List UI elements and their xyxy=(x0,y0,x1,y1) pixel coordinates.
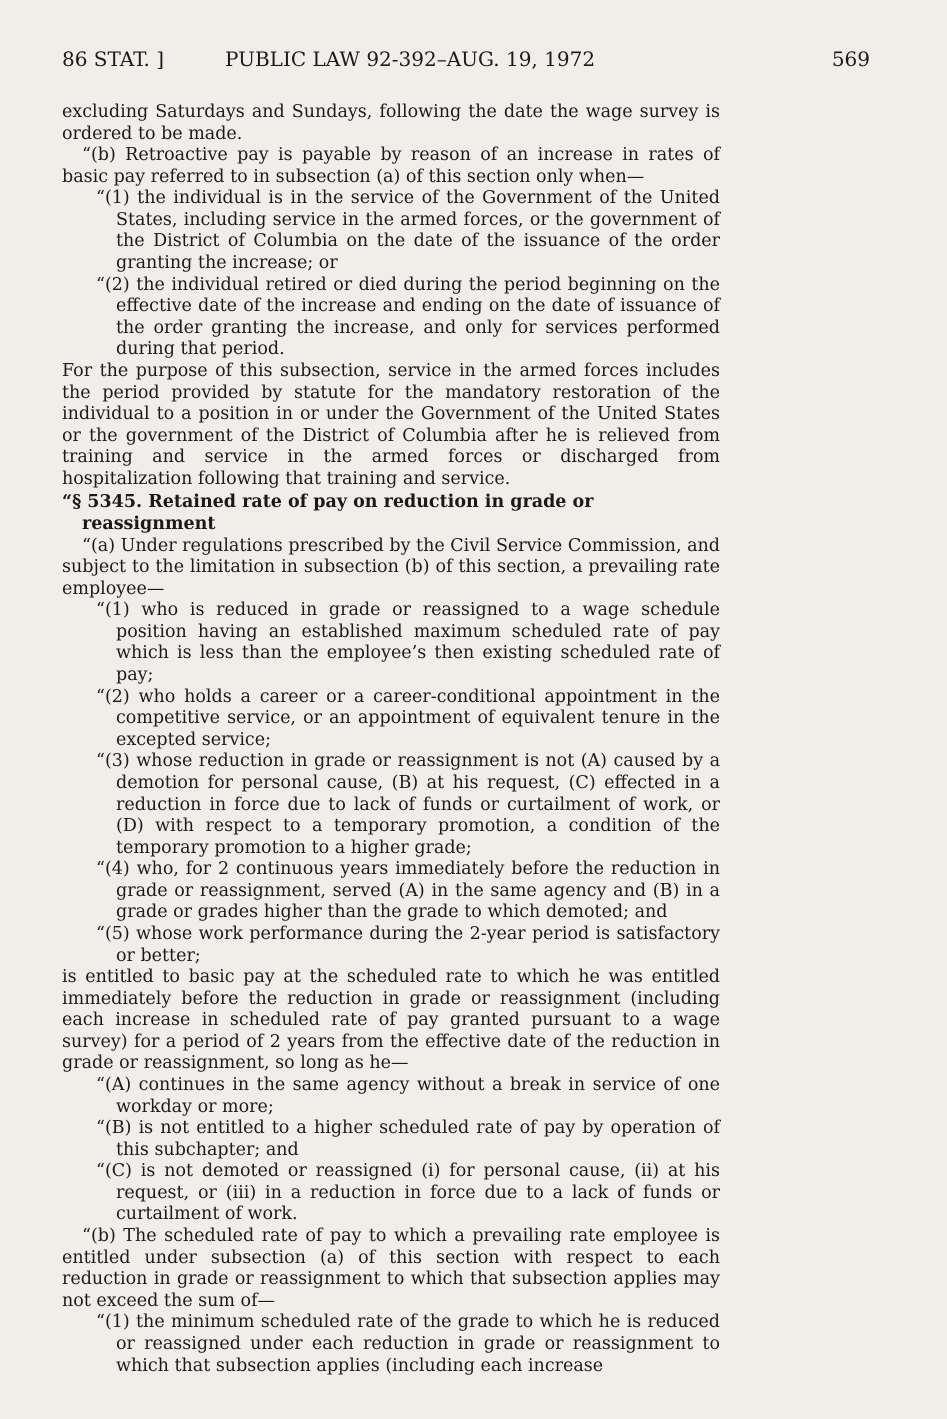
clause: “(2) who holds a career or a career-conditional appointment in the competitive service, or an appointment of equivalent tenure in the excepted service; xyxy=(96,686,720,750)
page-header xyxy=(62,44,870,74)
page-number: 569 xyxy=(831,47,870,71)
clause: “(3) whose reduction in grade or reassignment is not (A) caused by a demotion for personal cause, (B) at his request, (C) effected in a reduction in force due to lack of funds or curtailment of work, or (D) with respect to a temporary promotion, a condition of the temporary promotion to a higher grade; xyxy=(96,751,720,858)
paragraph: excluding Saturdays and Sundays, following the date the wage survey is ordered to be made. xyxy=(62,102,720,144)
clause: “(1) who is reduced in grade or reassigned to a wage schedule position having an established maximum scheduled rate of pay which is less than the employee’s then existing scheduled rate of pay; xyxy=(96,600,720,686)
clause: “(A) continues in the same agency without a break in service of one workday or more; xyxy=(96,1075,720,1117)
paragraph: “(a) Under regulations prescribed by the Civil Service Commission, and subject to the limitation in subsection (b) of this section, a prevailing rate employee— xyxy=(62,535,720,599)
paragraph: is entitled to basic pay at the scheduled rate to which he was entitled immediately before the reduction in grade or reassignment (including each increase in scheduled rate of pay granted pursuant to a wage survey) for a period of 2 years from the effective date of the reduction in grade or reassignment, so long as he— xyxy=(62,967,720,1074)
clause: “(B) is not entitled to a higher scheduled rate of pay by operation of this subchapter; and xyxy=(96,1118,720,1160)
paragraph: For the purpose of this subsection, service in the armed forces includes the period provided by statute for the mandatory restoration of the individual to a position in or under the Government of the United States or the government of the District of Columbia after he is relieved from training and service in the armed forces or discharged from hospitalization following that training and service. xyxy=(62,360,720,489)
clause: “(1) the minimum scheduled rate of the grade to which he is reduced or reassigned under each reduction in grade or reassignment to which that subsection applies (including each increase xyxy=(96,1312,720,1376)
body-text xyxy=(62,102,720,1377)
clause: “(5) whose work performance during the 2-year period is satisfactory or better; xyxy=(96,923,720,966)
clause: “(1) the individual is in the service of the Government of the United States, including service in the armed forces, or the government of the District of Columbia on the date of the issuance of the order granting the increase; or xyxy=(96,188,720,274)
running-title: PUBLIC LAW 92-392–AUG. 19, 1972 xyxy=(225,47,596,71)
clause: “(C) is not demoted or reassigned (i) for personal cause, (ii) at his request, or (iii) in a reduction in force due to a lack of funds or curtailment of work. xyxy=(96,1161,720,1225)
clause: “(2) the individual retired or died during the period beginning on the effective date of the increase and ending on the date of issuance of the order granting the increase, and only for services performed during that period. xyxy=(96,274,720,360)
clause: “(4) who, for 2 continuous years immediately before the reduction in grade or reassignment, served (A) in the same agency and (B) in a grade or grades higher than the grade to which demoted; and xyxy=(96,859,720,923)
paragraph: “(b) The scheduled rate of pay to which a prevailing rate employee is entitled under subsection (a) of this section with respect to each reduction in grade or reassignment to which that subsection applies may not exceed the sum of— xyxy=(62,1226,720,1311)
section-heading: “§ 5345. Retained rate of pay on reduction in grade or reassignment xyxy=(62,492,594,534)
paragraph: “(b) Retroactive pay is payable by reason of an increase in rates of basic pay referred to in subsection (a) of this section only when— xyxy=(62,145,720,187)
statute-volume: 86 STAT. ] xyxy=(62,47,165,71)
